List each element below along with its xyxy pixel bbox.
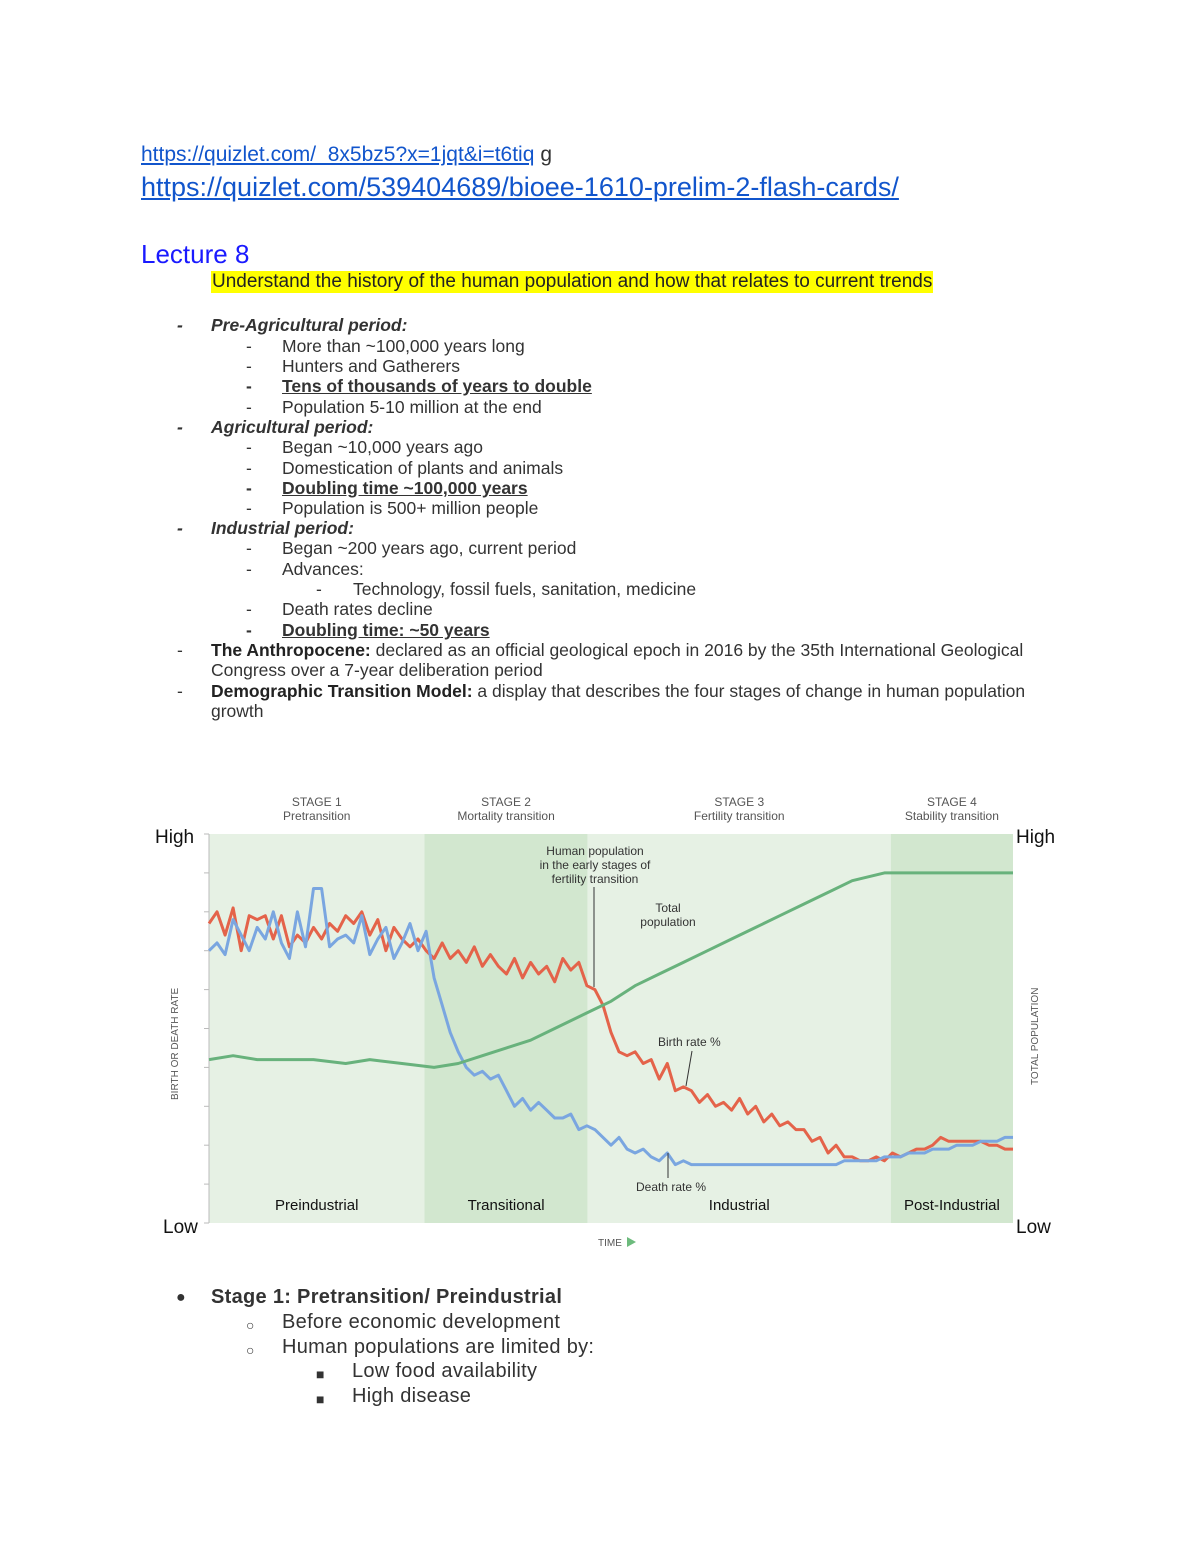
list-item: ○ Before economic development (282, 1310, 560, 1335)
total-population-note-line-1: Total (655, 901, 681, 915)
bullet-dash-icon: - (246, 458, 252, 478)
stage3-title: STAGE 3 (714, 795, 765, 809)
stray-character: g (540, 143, 553, 166)
list-item: ■ Low food availability (352, 1359, 537, 1384)
learning-objective-highlight: Understand the history of the human population and how that relates to current trends (212, 271, 933, 292)
stage3-band-label: Industrial (708, 1197, 770, 1214)
list-item: - Domestication of plants and animals (246, 458, 564, 478)
list-item: ■ High disease (352, 1384, 471, 1409)
stage2-band-label: Transitional (467, 1197, 545, 1214)
stage4-band (891, 834, 1013, 1223)
list-item: - Began ~200 years ago, current period (246, 538, 577, 558)
bullet-dash-icon: - (246, 620, 252, 640)
bullet-dash-icon: - (246, 336, 252, 356)
stage1-title: STAGE 1 (291, 795, 342, 809)
lecture-heading: Lecture 8 (141, 239, 250, 269)
death-rate-note: Death rate % (636, 1180, 707, 1194)
stage1-band (209, 834, 424, 1223)
stage3-subtitle: Fertility transition (693, 809, 785, 823)
bullet-dash-icon: - (246, 559, 252, 579)
stage2-subtitle: Mortality transition (457, 809, 555, 823)
y-axis-label-left: BIRTH OR DEATH RATE (170, 987, 181, 1100)
early-stage-note-line-1: Human population (546, 844, 644, 858)
birth-rate-note: Birth rate % (658, 1035, 721, 1049)
outline-item-demographic-transition: - Demographic Transition Model: a display that describes the four stages of change in human population growth (177, 681, 1026, 722)
list-item: - Population 5-10 million at the end (246, 397, 542, 417)
bullet-dash-icon: - (177, 315, 183, 335)
bullet-dash-icon: - (177, 681, 183, 701)
list-item: - Advances: (246, 559, 364, 579)
bullet-circle-icon: ○ (246, 1342, 255, 1358)
bullet-dash-icon: - (246, 356, 252, 376)
bullet-dash-icon: - (246, 478, 252, 498)
bullet-disc-icon: ● (176, 1289, 186, 1306)
outline-item-industrial: - Industrial period: (177, 518, 354, 538)
list-item: - More than ~100,000 years long (246, 336, 525, 356)
stage-1-heading: ● Stage 1: Pretransition/ Preindustrial (211, 1285, 562, 1310)
stage2-title: STAGE 2 (481, 795, 531, 809)
bullet-dash-icon: - (246, 538, 252, 558)
early-stage-note-line-2: in the early stages of (539, 858, 651, 872)
stage4-title: STAGE 4 (926, 795, 977, 809)
bullet-square-icon: ■ (316, 1391, 325, 1407)
bullet-square-icon: ■ (316, 1366, 325, 1382)
bullet-dash-icon: - (316, 579, 322, 599)
quizlet-short-link-row (141, 143, 552, 167)
list-item: - Hunters and Gatherers (246, 356, 461, 376)
bullet-dash-icon: - (177, 417, 183, 437)
bullet-dash-icon: - (246, 498, 252, 518)
outline-item-agricultural: - Agricultural period: (177, 417, 374, 437)
list-item: - Tens of thousands of years to double (246, 376, 592, 396)
right-axis-high-label: High (1016, 827, 1056, 848)
y-axis-label-right: TOTAL POPULATION (1030, 987, 1041, 1085)
bullet-dash-icon: - (246, 437, 252, 457)
total-population-note-line-2: population (640, 915, 696, 929)
outline-item-anthropocene: - The Anthropocene: declared as an official geological epoch in 2016 by the 35th International Geological Congress over a 7-year deliberation period (177, 640, 1024, 681)
list-item: - Population is 500+ million people (246, 498, 539, 518)
left-axis-low-label: Low (163, 1217, 198, 1238)
outline-item-pre-agricultural: - Pre-Agricultural period: (177, 315, 408, 335)
stage4-band-label: Post-Industrial (903, 1197, 1000, 1214)
quizlet-flashcards-link[interactable]: https://quizlet.com/539404689/bioee-1610-prelim-2-flash-cards/ (141, 172, 899, 202)
stage4-subtitle: Stability transition (904, 809, 999, 823)
x-axis-label: TIME (598, 1238, 622, 1249)
list-item: - Began ~10,000 years ago (246, 437, 483, 457)
list-item: - Death rates decline (246, 599, 433, 619)
list-item: ○ Human populations are limited by: (282, 1335, 594, 1360)
bullet-circle-icon: ○ (246, 1317, 255, 1333)
bullet-dash-icon: - (177, 640, 183, 660)
bullet-dash-icon: - (246, 376, 252, 396)
list-item: - Technology, fossil fuels, sanitation, medicine (316, 579, 697, 599)
left-axis-high-label: High (155, 827, 195, 848)
chart-svg (155, 775, 1060, 1255)
time-arrow-icon (627, 1237, 636, 1247)
right-axis-low-label: Low (1016, 1217, 1051, 1238)
list-item: - Doubling time: ~50 years (246, 620, 490, 640)
bullet-dash-icon: - (177, 518, 183, 538)
early-stage-note-line-3: fertility transition (551, 872, 639, 886)
demographic-transition-chart (155, 775, 1060, 1255)
bullet-dash-icon: - (246, 397, 252, 417)
bullet-dash-icon: - (246, 599, 252, 619)
stage1-subtitle: Pretransition (283, 809, 351, 823)
list-item: - Doubling time ~100,000 years (246, 478, 528, 498)
stage1-band-label: Preindustrial (275, 1197, 359, 1214)
quizlet-short-link[interactable]: https://quizlet.com/_8x5bz5?x=1jqt&i=t6tiq (141, 143, 535, 166)
